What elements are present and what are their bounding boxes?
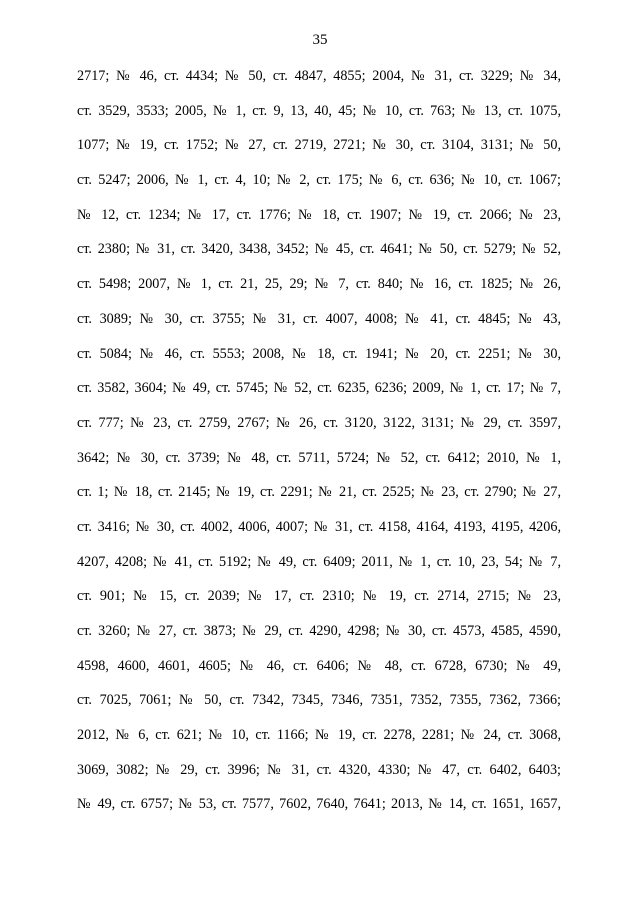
text-line: 4207, 4208; № 41, ст. 5192; № 49, ст. 6409; 2011, № 1, ст. 10, 23, 54; № 7, bbox=[77, 553, 561, 570]
text-line: ст. 5247; 2006, № 1, ст. 4, 10; № 2, ст. 175; № 6, ст. 636; № 10, ст. 1067; bbox=[77, 172, 561, 189]
text-line: ст. 5498; 2007, № 1, ст. 21, 25, 29; № 7, ст. 840; № 16, ст. 1825; № 26, bbox=[77, 276, 561, 293]
text-line: 2717; № 46, ст. 4434; № 50, ст. 4847, 4855; 2004, № 31, ст. 3229; № 34, bbox=[77, 68, 561, 84]
text-line: 4598, 4600, 4601, 4605; № 46, ст. 6406; № 48, ст. 6728, 6730; № 49, bbox=[77, 657, 561, 674]
text-line: ст. 2380; № 31, ст. 3420, 3438, 3452; № 45, ст. 4641; № 50, ст. 5279; № 52, bbox=[77, 241, 561, 258]
text-line: ст. 901; № 15, ст. 2039; № 17, ст. 2310; № 19, ст. 2714, 2715; № 23, bbox=[77, 588, 561, 605]
body-text bbox=[77, 66, 561, 829]
text-line: ст. 1; № 18, ст. 2145; № 19, ст. 2291; № 21, ст. 2525; № 23, ст. 2790; № 27, bbox=[77, 484, 561, 501]
text-line: ст. 3260; № 27, ст. 3873; № 29, ст. 4290, 4298; № 30, ст. 4573, 4585, 4590, bbox=[77, 623, 561, 639]
text-line: 1077; № 19, ст. 1752; № 27, ст. 2719, 2721; № 30, ст. 3104, 3131; № 50, bbox=[77, 137, 561, 154]
text-line: № 49, ст. 6757; № 53, ст. 7577, 7602, 7640, 7641; 2013, № 14, ст. 1651, 1657, bbox=[77, 796, 561, 813]
text-line: ст. 3089; № 30, ст. 3755; № 31, ст. 4007, 4008; № 41, ст. 4845; № 43, bbox=[77, 310, 561, 327]
text-line: ст. 3416; № 30, ст. 4002, 4006, 4007; № 31, ст. 4158, 4164, 4193, 4195, 4206, bbox=[77, 518, 561, 535]
text-line: ст. 7025, 7061; № 50, ст. 7342, 7345, 7346, 7351, 7352, 7355, 7362, 7366; bbox=[77, 692, 561, 709]
text-line: 2012, № 6, ст. 621; № 10, ст. 1166; № 19, ст. 2278, 2281; № 24, ст. 3068, bbox=[77, 727, 561, 744]
text-line: 3642; № 30, ст. 3739; № 48, ст. 5711, 5724; № 52, ст. 6412; 2010, № 1, bbox=[77, 449, 561, 466]
text-line: ст. 5084; № 46, ст. 5553; 2008, № 18, ст. 1941; № 20, ст. 2251; № 30, bbox=[77, 345, 561, 362]
text-line: ст. 777; № 23, ст. 2759, 2767; № 26, ст. 3120, 3122, 3131; № 29, ст. 3597, bbox=[77, 414, 561, 431]
text-line: ст. 3582, 3604; № 49, ст. 5745; № 52, ст. 6235, 6236; 2009, № 1, ст. 17; № 7, bbox=[77, 380, 561, 397]
page-number: 35 bbox=[312, 32, 328, 48]
text-line: 3069, 3082; № 29, ст. 3996; № 31, ст. 4320, 4330; № 47, ст. 6402, 6403; bbox=[77, 761, 561, 778]
text-line: № 12, ст. 1234; № 17, ст. 1776; № 18, ст. 1907; № 19, ст. 2066; № 23, bbox=[77, 206, 561, 223]
text-line: ст. 3529, 3533; 2005, № 1, ст. 9, 13, 40, 45; № 10, ст. 763; № 13, ст. 1075, bbox=[77, 102, 561, 119]
